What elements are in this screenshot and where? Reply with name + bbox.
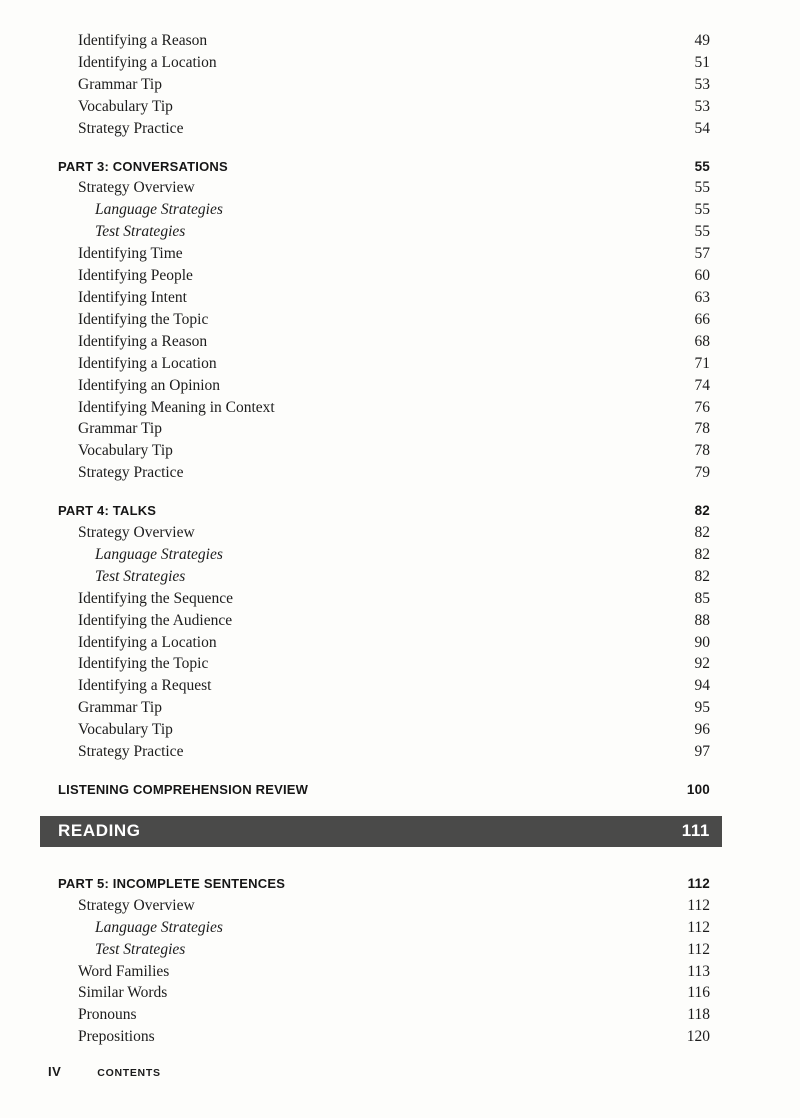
toc-entry	[58, 440, 710, 462]
part-heading-page: 82	[694, 503, 710, 519]
toc-entry	[58, 243, 710, 265]
toc-section	[58, 30, 710, 140]
toc-entry-page: 53	[694, 97, 710, 115]
toc-entry-page: 57	[694, 245, 710, 263]
toc-entry-label: Language Strategies	[95, 545, 223, 563]
toc-entry-page: 116	[687, 984, 710, 1002]
toc-entry	[58, 653, 710, 675]
toc-entry-label: Test Strategies	[95, 940, 186, 958]
toc-entry	[58, 287, 710, 309]
toc-entry-label: Identifying Time	[78, 245, 183, 263]
toc-entry-page: 90	[694, 633, 710, 651]
toc-entry-label: Strategy Practice	[78, 464, 184, 482]
toc-entry-page: 76	[694, 398, 710, 416]
toc-entry	[58, 675, 710, 697]
toc-entry-label: Test Strategies	[95, 223, 186, 241]
toc-entry-label: Vocabulary Tip	[78, 97, 173, 115]
toc-entry	[58, 331, 710, 353]
toc-entry-page: 112	[687, 896, 710, 914]
toc-entry-page: 94	[694, 677, 710, 695]
part-heading	[58, 873, 710, 895]
toc-entry	[58, 118, 710, 140]
toc-entry	[58, 375, 710, 397]
toc-entry	[58, 177, 710, 199]
toc-entry	[58, 610, 710, 632]
toc-entry	[58, 719, 710, 741]
toc-entry	[58, 961, 710, 983]
toc-entry	[58, 309, 710, 331]
toc-entry	[58, 221, 710, 243]
toc-entry-label: Identifying a Reason	[78, 332, 208, 350]
part-heading-label: LISTENING COMPREHENSION REVIEW	[58, 782, 309, 797]
toc-entry-label: Strategy Practice	[78, 119, 184, 137]
toc-entry-page: 74	[694, 376, 710, 394]
toc-entry-label: Grammar Tip	[78, 420, 162, 438]
toc-entry-page: 97	[694, 743, 710, 761]
page-footer	[48, 1064, 161, 1079]
toc-entry-label: Strategy Overview	[78, 896, 195, 914]
toc-section	[58, 156, 710, 485]
toc-entry-page: 63	[694, 288, 710, 306]
toc-entry-page: 71	[694, 354, 710, 372]
toc-entry	[58, 397, 710, 419]
toc-entry	[58, 353, 710, 375]
toc-entry	[58, 265, 710, 287]
part-heading-page: 100	[686, 782, 710, 797]
toc-entry-label: Language Strategies	[95, 918, 223, 936]
toc-entry-page: 88	[694, 611, 710, 629]
toc-entry-label: Identifying the Topic	[78, 655, 209, 673]
toc-entry	[58, 96, 710, 118]
part-heading-label: PART 5: INCOMPLETE SENTENCES	[58, 875, 286, 891]
toc-entry-page: 82	[694, 545, 710, 563]
part-heading-page: 55	[694, 158, 710, 174]
toc-entry-page: 112	[687, 918, 710, 936]
toc-entry	[58, 939, 710, 961]
toc-entry-page: 92	[694, 655, 710, 673]
toc-entry-page: 96	[694, 721, 710, 739]
toc-entry	[58, 544, 710, 566]
part-heading	[58, 500, 710, 522]
toc-entry-label: Identifying Meaning in Context	[78, 398, 275, 416]
toc-entry	[58, 566, 710, 588]
toc-section	[58, 500, 710, 763]
toc-entry-label: Identifying People	[78, 267, 193, 285]
running-footer-title: CONTENTS	[97, 1067, 161, 1079]
toc-entry	[58, 52, 710, 74]
toc-entry	[58, 1026, 710, 1048]
toc-entry-label: Strategy Overview	[78, 179, 195, 197]
toc-entry-label: Identifying a Location	[78, 53, 217, 71]
toc-entry	[58, 522, 710, 544]
toc-entry-page: 85	[694, 589, 710, 607]
toc-entry-label: Identifying a Request	[78, 677, 212, 695]
toc-entry-label: Word Families	[78, 962, 170, 980]
banner-page-number: 111	[681, 821, 710, 841]
toc-entry-page: 118	[687, 1006, 710, 1024]
toc-entry-label: Strategy Practice	[78, 743, 184, 761]
toc-entry	[58, 462, 710, 484]
toc-entry-page: 53	[694, 75, 710, 93]
toc-entry-page: 79	[694, 464, 710, 482]
toc-entry-page: 55	[694, 179, 710, 197]
toc-entry-label: Identifying a Location	[78, 633, 217, 651]
toc-entry-page: 78	[694, 442, 710, 460]
toc-entry-page: 60	[694, 267, 710, 285]
folio-page-number: IV	[48, 1064, 62, 1079]
toc-entry-label: Identifying the Audience	[78, 611, 233, 629]
toc-entry-page: 112	[687, 940, 710, 958]
toc-entry-page: 55	[694, 223, 710, 241]
toc-entry-label: Strategy Overview	[78, 524, 195, 542]
toc-entry	[58, 418, 710, 440]
toc-entry-label: Identifying the Sequence	[78, 589, 233, 607]
toc-entry-label: Language Strategies	[95, 201, 223, 219]
toc-entry-label: Identifying a Location	[78, 354, 217, 372]
toc-entry-page: 78	[694, 420, 710, 438]
toc-entry-page: 51	[694, 53, 710, 71]
toc-entry	[58, 982, 710, 1004]
toc-section	[58, 779, 710, 801]
toc-entry-page: 49	[694, 32, 710, 49]
toc-entry	[58, 917, 710, 939]
part-heading	[58, 779, 710, 801]
toc	[58, 30, 710, 1048]
toc-entry-page: 55	[694, 201, 710, 219]
toc-entry-label: Vocabulary Tip	[78, 721, 173, 739]
toc-entry	[58, 588, 710, 610]
toc-entry-page: 54	[694, 119, 710, 137]
toc-entry-label: Identifying an Opinion	[78, 376, 221, 394]
toc-entry-page: 120	[686, 1028, 710, 1046]
toc-entry-page: 82	[694, 524, 710, 542]
toc-entry	[58, 74, 710, 96]
toc-entry-label: Grammar Tip	[78, 699, 162, 717]
toc-entry	[58, 697, 710, 719]
toc-entry	[58, 895, 710, 917]
toc-entry-label: Grammar Tip	[78, 75, 162, 93]
toc-entry	[58, 741, 710, 763]
toc-entry-page: 95	[694, 699, 710, 717]
banner-title: READING	[58, 821, 141, 841]
toc-entry-label: Identifying Intent	[78, 288, 187, 306]
toc-entry-label: Similar Words	[78, 984, 168, 1002]
part-heading-page: 112	[687, 875, 710, 891]
part-heading-label: PART 3: CONVERSATIONS	[58, 158, 228, 174]
toc-entry-label: Pronouns	[78, 1006, 137, 1024]
toc-entry-label: Identifying the Topic	[78, 310, 209, 328]
reading-section-banner	[40, 816, 722, 847]
toc-entry-page: 113	[687, 962, 710, 980]
part-heading	[58, 156, 710, 178]
toc-entry-page: 68	[694, 332, 710, 350]
toc-section	[58, 873, 710, 1048]
toc-entry-label: Vocabulary Tip	[78, 442, 173, 460]
toc-entry	[58, 1004, 710, 1026]
part-heading-label: PART 4: TALKS	[58, 503, 157, 519]
toc-entry-label: Identifying a Reason	[78, 32, 208, 49]
toc-entry-label: Prepositions	[78, 1028, 155, 1046]
toc-entry	[58, 632, 710, 654]
toc-entry-page: 82	[694, 567, 710, 585]
toc-entry-label: Test Strategies	[95, 567, 186, 585]
toc-entry	[58, 30, 710, 52]
toc-entry	[58, 199, 710, 221]
toc-entry-page: 66	[694, 310, 710, 328]
